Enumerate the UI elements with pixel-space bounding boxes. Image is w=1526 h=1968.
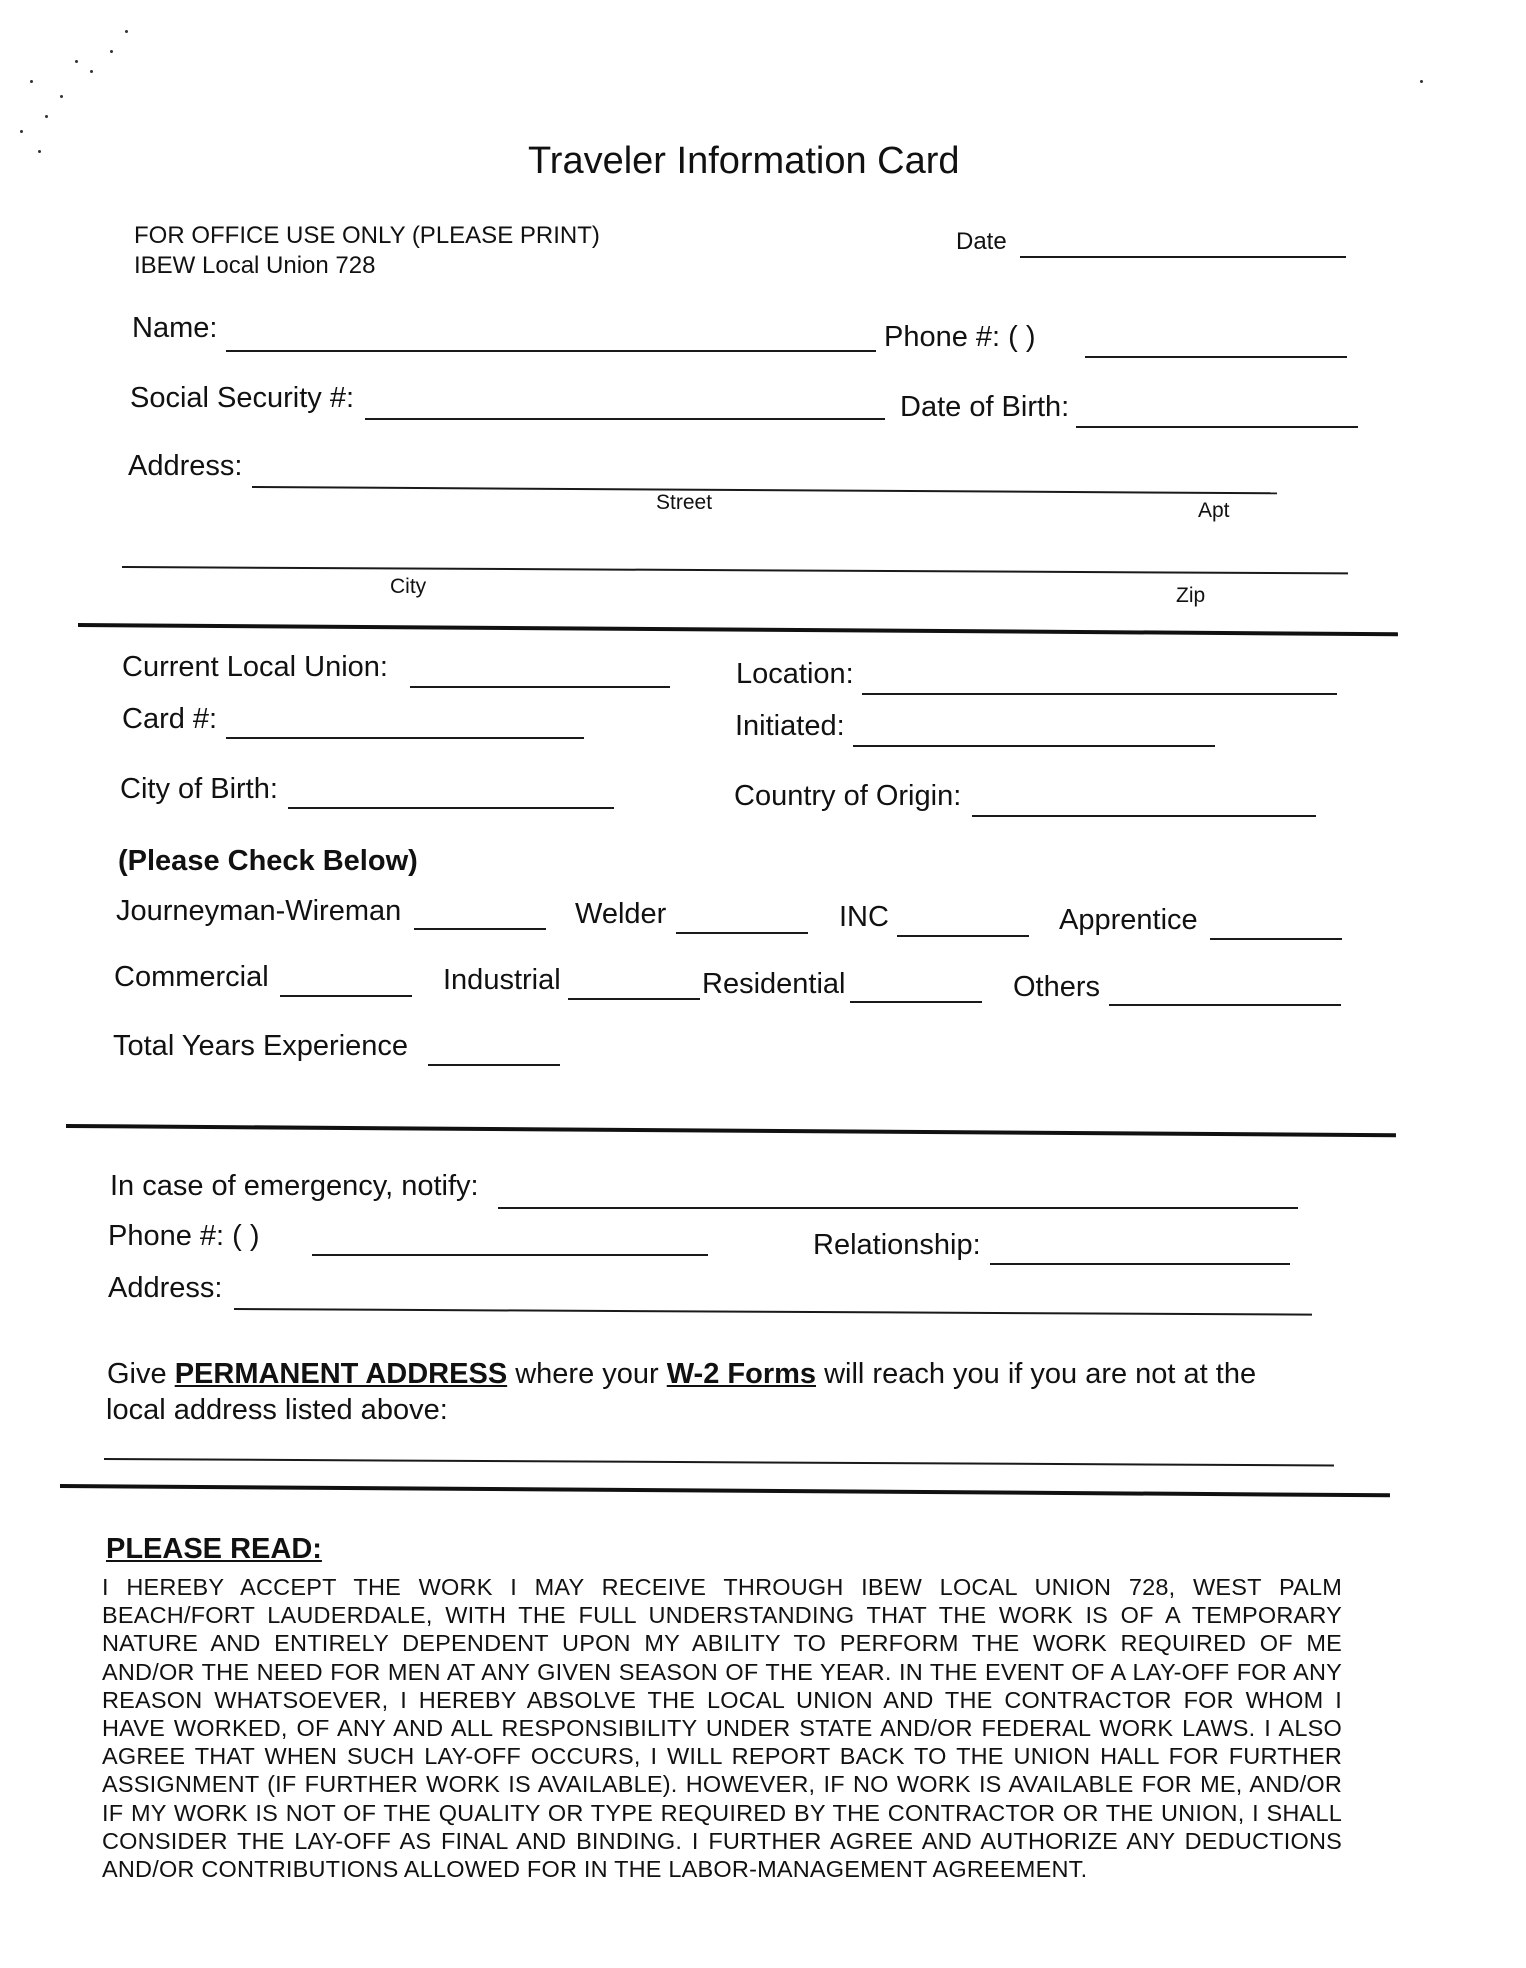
inc-check[interactable] (897, 935, 1029, 937)
local-union-label: IBEW Local Union 728 (134, 252, 376, 279)
city-label: City (390, 575, 427, 598)
others-label: Others (1013, 971, 1101, 1003)
office-use-label: FOR OFFICE USE ONLY (PLEASE PRINT) (134, 222, 600, 249)
ssn-label: Social Security #: (130, 382, 355, 414)
section-divider (66, 1124, 1396, 1137)
relationship-field[interactable] (990, 1263, 1290, 1265)
permanent-address-field[interactable] (104, 1458, 1334, 1466)
welder-label: Welder (575, 898, 667, 930)
permanent-where-text: where your (515, 1358, 659, 1390)
permanent-address-line2: local address listed above: (106, 1394, 448, 1426)
city-of-birth-field[interactable] (288, 807, 614, 809)
emergency-phone-label: Phone #: ( ) (108, 1220, 260, 1252)
emergency-address-label: Address: (108, 1272, 223, 1304)
permanent-address-instruction (107, 1360, 1256, 1389)
emergency-contact-field[interactable] (498, 1207, 1298, 1209)
apprentice-check[interactable] (1210, 938, 1342, 940)
welder-check[interactable] (676, 932, 808, 934)
permanent-give-text: Give (107, 1358, 167, 1390)
emergency-phone-field[interactable] (312, 1254, 708, 1256)
commercial-label: Commercial (114, 961, 269, 993)
street-label: Street (656, 491, 713, 514)
w2-forms-emphasis: W-2 Forms (666, 1358, 817, 1390)
emergency-notify-label: In case of emergency, notify: (110, 1170, 479, 1202)
experience-label: Total Years Experience (113, 1030, 409, 1062)
location-field[interactable] (862, 693, 1337, 695)
residential-check[interactable] (850, 1001, 982, 1003)
phone-label: Phone #: ( ) (884, 321, 1036, 353)
city-zip-field[interactable] (122, 566, 1348, 574)
industrial-check[interactable] (568, 998, 700, 1000)
country-of-origin-label: Country of Origin: (734, 780, 962, 812)
phone-field[interactable] (1085, 356, 1347, 358)
street-field[interactable] (252, 486, 1277, 494)
scan-speck (90, 70, 93, 73)
permanent-address-emphasis: PERMANENT ADDRESS (174, 1358, 508, 1390)
section-divider (60, 1484, 1390, 1497)
scan-speck (75, 60, 78, 63)
experience-field[interactable] (428, 1064, 560, 1066)
permanent-rest-text: will reach you if you are not at the (824, 1358, 1257, 1390)
scan-speck (60, 95, 63, 98)
apt-label: Apt (1198, 499, 1230, 522)
scan-speck (110, 50, 113, 53)
inc-label: INC (839, 901, 889, 933)
address-label: Address: (128, 450, 243, 482)
commercial-check[interactable] (280, 995, 412, 997)
name-field[interactable] (226, 350, 876, 352)
scan-speck (30, 80, 33, 83)
journeyman-label: Journeyman-Wireman (116, 895, 402, 927)
residential-label: Residential (702, 968, 846, 1000)
country-of-origin-field[interactable] (972, 815, 1316, 817)
relationship-label: Relationship: (813, 1229, 981, 1261)
date-label: Date (956, 228, 1007, 255)
date-field[interactable] (1020, 256, 1346, 258)
journeyman-check[interactable] (414, 928, 546, 930)
initiated-label: Initiated: (735, 710, 845, 742)
ssn-field[interactable] (365, 418, 885, 420)
industrial-label: Industrial (443, 964, 561, 996)
initiated-field[interactable] (853, 745, 1215, 747)
city-of-birth-label: City of Birth: (120, 773, 278, 805)
dob-label: Date of Birth: (900, 391, 1070, 423)
zip-label: Zip (1176, 584, 1206, 607)
scan-speck (38, 150, 41, 153)
page-title: Traveler Information Card (528, 140, 960, 182)
check-heading: (Please Check Below) (118, 845, 418, 877)
apprentice-label: Apprentice (1059, 904, 1198, 936)
scan-speck (125, 30, 128, 33)
name-label: Name: (132, 312, 218, 344)
scan-speck (45, 115, 48, 118)
scan-speck (1420, 80, 1423, 83)
current-local-field[interactable] (410, 686, 670, 688)
please-read-heading: PLEASE READ: (106, 1533, 322, 1565)
card-number-label: Card #: (122, 703, 218, 735)
dob-field[interactable] (1076, 426, 1358, 428)
current-local-label: Current Local Union: (122, 651, 388, 683)
location-label: Location: (736, 658, 854, 690)
card-number-field[interactable] (226, 737, 584, 739)
others-field[interactable] (1109, 1004, 1341, 1006)
section-divider (78, 623, 1398, 636)
agreement-text: I HEREBY ACCEPT THE WORK I MAY RECEIVE THROUGH IBEW LOCAL UNION 728, WEST PALM BEACH/FORT LAUDERDALE, WITH THE FULL UNDERSTANDING THAT THE WORK IS OF A TEMPORARY NATURE AND ENTIRELY DEPENDENT UPON MY ABILITY TO PERFORM THE WORK REQUIRED OF ME AND/OR THE NEED FOR MEN AT ANY GIVEN SEASON OF THE YEAR. IN THE EVENT OF A LAY-OFF FOR ANY REASON WHATSOEVER, I HEREBY ABSOLVE THE LOCAL UNION AND THE CONTRACTOR FOR WHOM I HAVE WORKED, OF ANY AND ALL RESPONSIBILITY UNDER STATE AND/OR FEDERAL WORK LAWS. I ALSO AGREE THAT WHEN SUCH LAY-OFF OCCURS, I WILL REPORT BACK TO THE UNION HALL FOR FURTHER ASSIGNMENT (IF FURTHER WORK IS AVAILABLE). HOWEVER, IF NO WORK IS AVAILABLE FOR ME, AND/OR IF MY WORK IS NOT OF THE QUALITY OR TYPE REQUIRED BY THE CONTRACTOR OR THE UNION, I SHALL CONSIDER THE LAY-OFF AS FINAL AND BINDING. I FURTHER AGREE AND AUTHORIZE ANY DEDUCTIONS AND/OR CONTRIBUTIONS ALLOWED FOR IN THE LABOR-MANAGEMENT AGREEMENT. (102, 1574, 1342, 1883)
scan-speck (20, 130, 23, 133)
emergency-address-field[interactable] (234, 1308, 1312, 1316)
